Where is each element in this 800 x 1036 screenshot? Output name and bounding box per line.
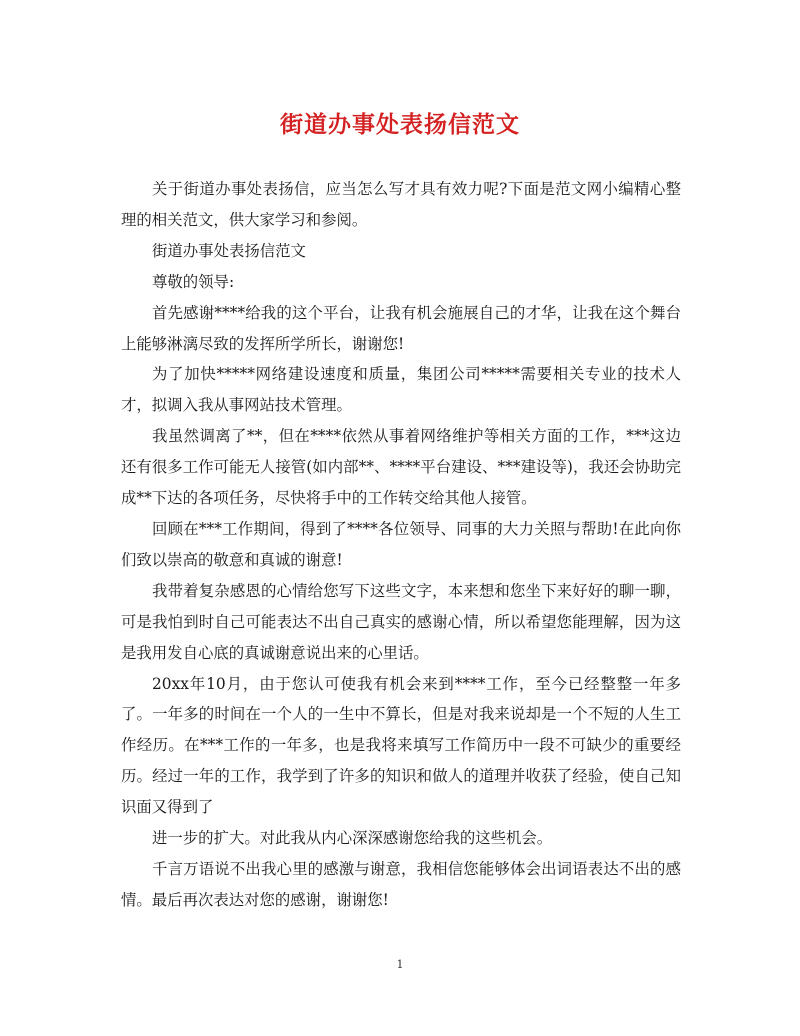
body-paragraph: 为了加快*****网络建设速度和质量，集团公司*****需要相关专业的技术人才，拟调入我从事网站技术管理。 [121, 365, 681, 415]
body-paragraph: 首先感谢****给我的这个平台，让我有机会施展自己的才华，让我在这个舞台上能够淋漓尽致的发挥所学所长，谢谢您! [121, 303, 681, 353]
subheading-paragraph: 街道办事处表扬信范文 [152, 241, 306, 260]
body-paragraph: 进一步的扩大。对此我从内心深深感谢您给我的这些机会。 [152, 829, 553, 848]
salutation-paragraph: 尊敬的领导: [152, 272, 235, 291]
document-title: 街道办事处表扬信范文 [280, 111, 520, 138]
body-paragraph: 回顾在***工作期间，得到了****各位领导、同事的大力关照与帮助!在此向你们致以崇高的敬意和真诚的谢意! [121, 519, 681, 569]
closing-paragraph: 千言万语说不出我心里的感激与谢意，我相信您能够体会出词语表达不出的感情。最后再次表达对您的感谢，谢谢您! [121, 859, 681, 909]
body-paragraph: 我虽然调离了**，但在****依然从事着网络维护等相关方面的工作，***这边还有很多工作可能无人接管(如内部**、****平台建设、***建设等)，我还会协助完成**下达的各项任务，尽快将手中的工作转交给其他人接管。 [121, 427, 681, 508]
document-body [121, 174, 681, 916]
page-number: 1 [396, 958, 404, 971]
intro-paragraph: 关于街道办事处表扬信，应当怎么写才具有效力呢?下面是范文网小编精心整理的相关范文，供大家学习和参阅。 [121, 180, 681, 229]
body-paragraph: 20xx年10月，由于您认可使我有机会来到****工作，至今已经整整一年多了。一年多的时间在一个人的一生中不算长，但是对我来说却是一个不短的人生工作经历。在***工作的一年多，也是我将来填写工作简历中一段不可缺少的重要经历。经过一年的工作，我学到了许多的知识和做人的道理并收获了经验，使自己知识面又得到了 [121, 674, 681, 817]
body-paragraph: 我带着复杂感恩的心情给您写下这些文字，本来想和您坐下来好好的聊一聊，可是我怕到时自己可能表达不出自己真实的感谢心情，所以希望您能理解，因为这是我用发自心底的真诚谢意说出来的心里话。 [121, 581, 681, 662]
